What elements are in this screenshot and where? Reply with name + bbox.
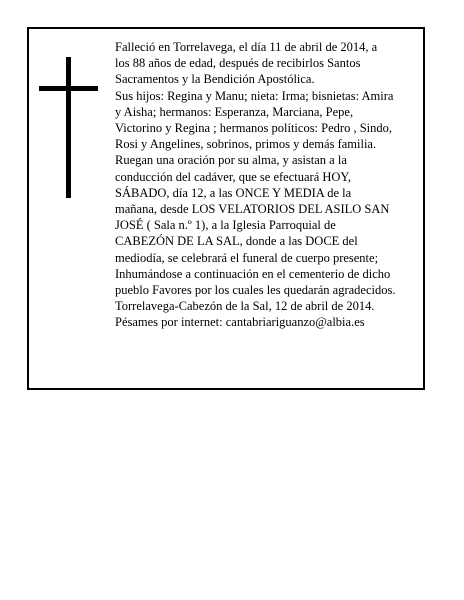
obituary-line: pueblo Favores por los cuales les quedarán agradecidos. bbox=[115, 283, 396, 298]
obituary-line: y Aisha; hermanos: Esperanza, Marciana, Pepe, bbox=[115, 104, 354, 119]
obituary-line: SÁBADO, día 12, a las ONCE Y MEDIA de la bbox=[115, 185, 352, 200]
obituary-line: Torrelavega-Cabezón de la Sal, 12 de abril de 2014. bbox=[115, 299, 375, 314]
cross-vertical-bar bbox=[66, 57, 71, 198]
obituary-line: JOSÉ ( Sala n.º 1), a la Iglesia Parroquial de bbox=[115, 218, 336, 233]
obituary-line: Inhumándose a continuación en el cementerio de dicho bbox=[115, 266, 391, 281]
obituary-line: Sus hijos: Regina y Manu; nieta: Irma; bisnietas: Amira bbox=[115, 88, 394, 103]
obituary-line: mañana, desde LOS VELATORIOS DEL ASILO SAN bbox=[115, 202, 390, 217]
obituary-line: mediodía, se celebrará el funeral de cuerpo presente; bbox=[115, 250, 379, 265]
obituary-text bbox=[115, 39, 425, 331]
obituary-line: CABEZÓN DE LA SAL, donde a las DOCE del bbox=[115, 234, 358, 249]
obituary-line: conducción del cadáver, que se efectuará HOY, bbox=[115, 169, 351, 184]
cross-horizontal-bar bbox=[39, 86, 98, 91]
obituary-line: Victorino y Regina ; hermanos políticos: Pedro , Sindo, bbox=[115, 121, 392, 136]
obituary-line: Rosi y Angelines, sobrinos, primos y demás familia. bbox=[115, 137, 377, 152]
obituary-line: Pésames por internet: cantabriariguanzo@albia.es bbox=[115, 315, 365, 330]
obituary-line: Ruegan una oración por su alma, y asistan a la bbox=[115, 153, 347, 168]
obituary-line: Sacramentos y la Bendición Apostólica. bbox=[115, 72, 315, 87]
obituary-line: los 88 años de edad, después de recibirlos Santos bbox=[115, 56, 361, 71]
obituary-line: Falleció en Torrelavega, el día 11 de abril de 2014, a bbox=[115, 40, 378, 54]
obituary-notice bbox=[27, 27, 425, 390]
